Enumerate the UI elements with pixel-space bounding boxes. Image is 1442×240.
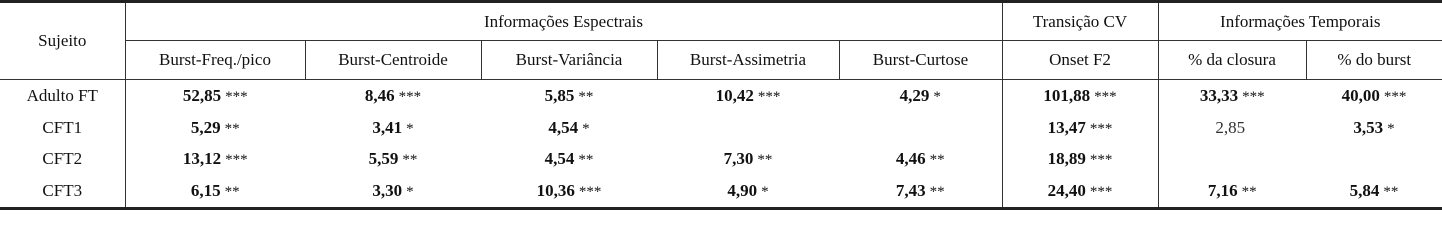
- cell-value: 7,16: [1207, 180, 1238, 200]
- cell-value: 13,47: [1047, 118, 1086, 137]
- cell-value: 4,54: [544, 149, 575, 168]
- table-row: [0, 144, 1442, 175]
- cell-value: 24,40: [1047, 180, 1086, 200]
- cell-significance: **: [224, 121, 240, 137]
- cell-value: 10,42: [715, 86, 754, 106]
- header-col-pct-closura: % da closura: [1158, 41, 1306, 80]
- table-cell: [839, 113, 1002, 144]
- cell-value: 7,30: [723, 149, 754, 168]
- cell-value: 5,59: [368, 149, 399, 168]
- cell-significance: ***: [1089, 183, 1113, 200]
- table-cell: [305, 113, 481, 144]
- table-cell: [1158, 80, 1306, 113]
- cell-significance: *: [582, 121, 590, 137]
- table-cell: [1002, 80, 1158, 113]
- cell-significance: ***: [1094, 89, 1117, 106]
- cell-significance: **: [1383, 183, 1399, 200]
- table-cell: [1002, 113, 1158, 144]
- cell-value: 10,36: [536, 180, 575, 200]
- cell-significance: ***: [1089, 152, 1113, 168]
- header-col-onset-f2: Onset F2: [1002, 41, 1158, 80]
- table-cell: [125, 113, 305, 144]
- cell-significance: *: [406, 121, 414, 137]
- table-row: [0, 80, 1442, 113]
- cell-value: 2,85: [1215, 118, 1246, 137]
- cell-significance: *: [933, 89, 941, 106]
- table-cell: [305, 80, 481, 113]
- cell-significance: *: [406, 183, 414, 200]
- table-cell: [1306, 144, 1442, 175]
- table-cell: [481, 80, 657, 113]
- cell-value: 3,30: [372, 180, 403, 200]
- cell-significance: ***: [757, 89, 781, 106]
- cell-value: 4,90: [727, 180, 758, 200]
- cell-significance: **: [224, 183, 240, 200]
- cell-value: 4,29: [899, 86, 930, 106]
- table-cell: [125, 80, 305, 113]
- header-col-burst-variancia: Burst-Variância: [481, 41, 657, 80]
- header-col-pct-burst: % do burst: [1306, 41, 1442, 80]
- header-group-spectral: Informações Espectrais: [125, 2, 1002, 41]
- header-col-burst-curtose: Burst-Curtose: [839, 41, 1002, 80]
- header-group-temporal: Informações Temporais: [1158, 2, 1442, 41]
- cell-significance: **: [757, 152, 773, 168]
- table-cell: [1002, 144, 1158, 175]
- cell-value: 40,00: [1341, 86, 1380, 106]
- table-cell: [305, 144, 481, 175]
- table-cell: [125, 144, 305, 175]
- cell-significance: **: [578, 152, 594, 168]
- table-cell: [481, 113, 657, 144]
- header-group-transition: Transição CV: [1002, 2, 1158, 41]
- table-cell: [1306, 80, 1442, 113]
- table-cell: [305, 175, 481, 209]
- header-col-burst-assimetria: Burst-Assimetria: [657, 41, 839, 80]
- cell-significance: *: [1387, 121, 1395, 137]
- cell-value: 5,85: [544, 86, 575, 106]
- cell-value: 3,53: [1353, 118, 1384, 137]
- cell-value: 33,33: [1199, 86, 1239, 106]
- table-body: [0, 80, 1442, 209]
- cell-value: 52,85: [182, 86, 222, 106]
- table-cell: [481, 144, 657, 175]
- header-col-burst-freq: Burst-Freq./pico: [125, 41, 305, 80]
- row-subject: CFT1: [0, 113, 125, 144]
- cell-significance: ***: [225, 152, 248, 168]
- cell-significance: **: [929, 152, 945, 168]
- cell-significance: **: [1241, 183, 1257, 200]
- cell-significance: ***: [578, 183, 602, 200]
- row-subject: CFT2: [0, 144, 125, 175]
- table-cell: [839, 80, 1002, 113]
- table-cell: [839, 175, 1002, 209]
- table-cell: [657, 175, 839, 209]
- cell-value: 5,29: [190, 118, 221, 137]
- cell-value: 18,89: [1047, 149, 1086, 168]
- cell-value: 4,46: [895, 149, 926, 168]
- table-cell: [657, 144, 839, 175]
- cell-value: 13,12: [182, 149, 222, 168]
- table-cell: [839, 144, 1002, 175]
- cell-value: 8,46: [364, 86, 395, 106]
- table-cell: [1158, 175, 1306, 209]
- cell-significance: ***: [1089, 121, 1113, 137]
- table-cell: [1158, 113, 1306, 144]
- table-cell: [125, 175, 305, 209]
- table-cell: [657, 113, 839, 144]
- table-cell: [1306, 113, 1442, 144]
- header-col-burst-centroide: Burst-Centroide: [305, 41, 481, 80]
- cell-value: 6,15: [190, 180, 221, 200]
- row-subject: CFT3: [0, 175, 125, 209]
- row-subject: Adulto FT: [0, 80, 125, 113]
- table-cell: [1306, 175, 1442, 209]
- table-row: [0, 175, 1442, 209]
- cell-value: 4,54: [548, 118, 579, 137]
- cell-significance: **: [402, 152, 418, 168]
- cell-significance: **: [929, 183, 945, 200]
- cell-significance: **: [578, 89, 594, 106]
- cell-significance: ***: [398, 89, 422, 106]
- cell-value: 101,88: [1043, 86, 1091, 106]
- cell-significance: ***: [1383, 89, 1407, 106]
- table-cell: [481, 175, 657, 209]
- cell-significance: ***: [1242, 89, 1265, 106]
- cell-significance: ***: [225, 89, 248, 106]
- cell-significance: *: [761, 183, 769, 200]
- table-cell: [657, 80, 839, 113]
- cell-value: 7,43: [895, 180, 926, 200]
- cell-value: 3,41: [372, 118, 403, 137]
- cell-value: 5,84: [1349, 180, 1380, 200]
- table-row: [0, 113, 1442, 144]
- table-cell: [1158, 144, 1306, 175]
- header-subject: Sujeito: [0, 2, 125, 80]
- table-cell: [1002, 175, 1158, 209]
